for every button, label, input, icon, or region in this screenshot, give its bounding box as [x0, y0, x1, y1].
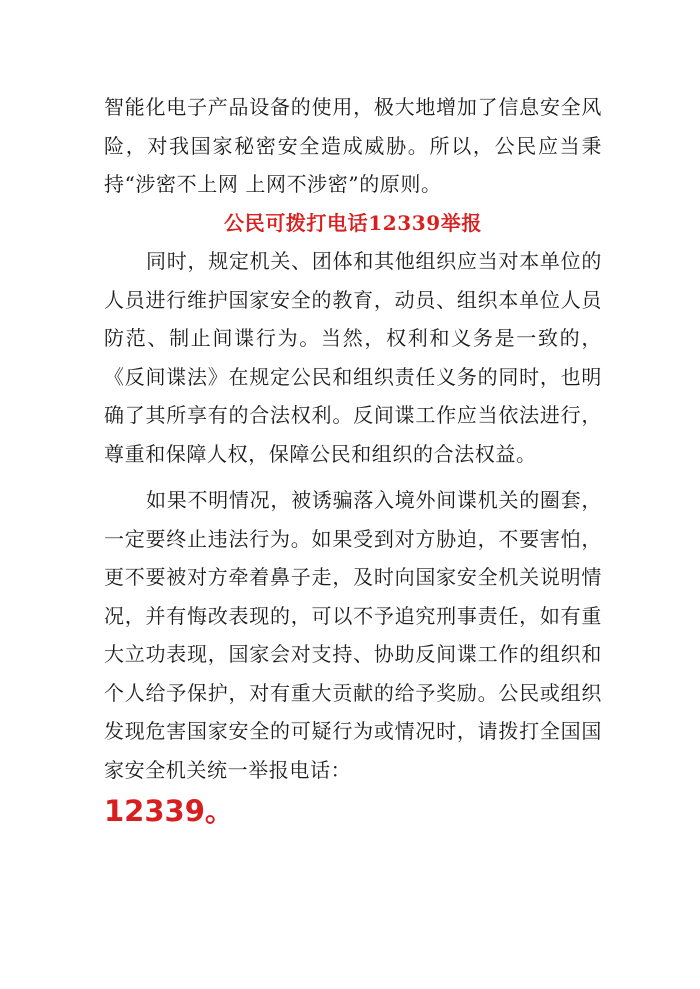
paragraph-gap	[104, 473, 602, 481]
paragraph-report: 如果不明情况，被诱骗落入境外间谍机关的圈套，一定要终止违法行为。如果受到对方胁迫，不要害怕，更不要被对方牵着鼻子走，及时向国家安全机关说明情况，并有悔改表现的，可以不予追究刑事责任，如有重大立功表现，国家会对支持、协助反间谍工作的组织和个人给予保护，对有重大贡献的给予奖励。公民或组织发现危害国家安全的可疑行为或情况时，请拨打全国国家安全机关统一举报电话：	[104, 488, 602, 782]
paragraph-rights: 同时，规定机关、团体和其他组织应当对本单位的人员进行维护国家安全的教育，动员、组织本单位人员防范、制止间谍行为。当然，权利和义务是一致的，《反间谍法》在规定公民和组织责任义务的同时，也明确了其所享有的合法权利。反间谍工作应当依法进行，尊重和保障人权，保障公民和组织的合法权益。	[104, 249, 602, 466]
document-page	[104, 88, 602, 833]
intro-paragraph: 智能化电子产品设备的使用，极大地增加了信息安全风险，对我国家秘密安全造成威胁。所以，公民应当秉持“涉密不上网 上网不涉密”的原则。	[104, 95, 602, 196]
hotline-number: 12339。	[104, 794, 234, 828]
section-heading: 公民可拨打电话12339举报	[224, 210, 482, 235]
